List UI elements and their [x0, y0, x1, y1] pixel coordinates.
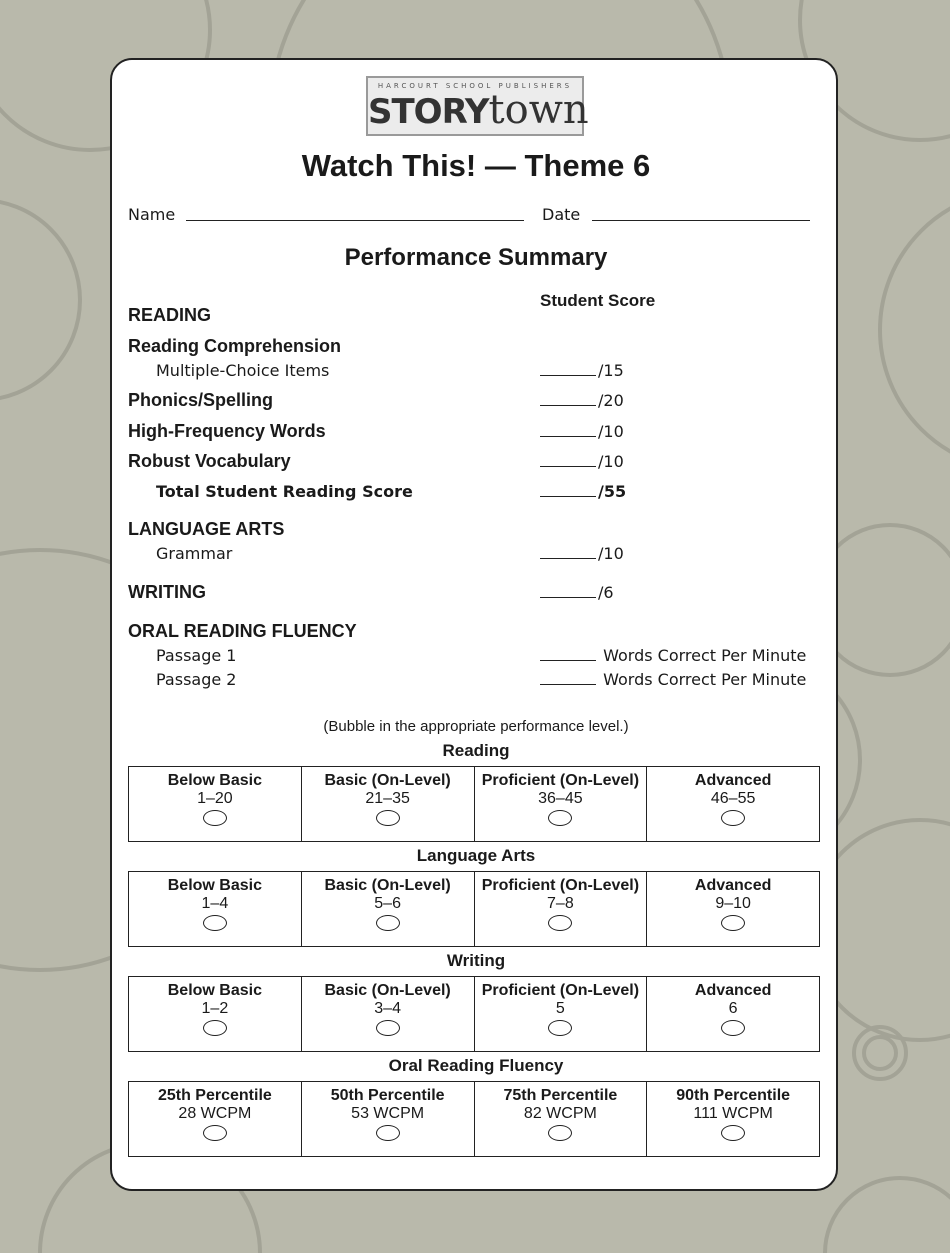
passage-1-score[interactable] — [540, 646, 806, 665]
level-range: 5 — [555, 1000, 565, 1017]
level-cell — [647, 872, 820, 947]
vocab-score[interactable] — [540, 452, 624, 471]
level-cell — [301, 872, 474, 947]
level-cell — [647, 977, 820, 1052]
total-reading-score[interactable] — [540, 482, 626, 501]
grammar-max: /10 — [598, 544, 624, 563]
form-card — [110, 58, 838, 1191]
reading-comprehension-label: Reading Comprehension — [128, 336, 342, 356]
hfw-score[interactable] — [540, 422, 624, 441]
answer-bubble[interactable] — [548, 1020, 572, 1036]
date-label: Date — [542, 205, 581, 224]
name-label: Name — [128, 205, 176, 224]
table-row — [129, 767, 820, 842]
answer-bubble[interactable] — [548, 1125, 572, 1141]
performance-level-table — [128, 1081, 820, 1157]
passage-2-unit: Words Correct Per Minute — [603, 670, 807, 689]
level-name: Basic (On-Level) — [324, 877, 451, 894]
performance-level-table — [128, 976, 820, 1052]
answer-bubble[interactable] — [376, 1020, 400, 1036]
hfw-max: /10 — [598, 422, 624, 441]
answer-bubble[interactable] — [376, 915, 400, 931]
level-range: 36–45 — [538, 790, 583, 807]
level-range: 6 — [728, 1000, 738, 1017]
answer-bubble[interactable] — [721, 1020, 745, 1036]
level-range: 1–4 — [201, 895, 229, 912]
level-range: 1–2 — [201, 1000, 229, 1017]
performance-level-table — [128, 766, 820, 842]
score-header: Student Score — [540, 291, 656, 310]
grammar-score[interactable] — [540, 544, 624, 563]
level-name: Basic (On-Level) — [324, 982, 451, 999]
level-name: Proficient (On-Level) — [481, 877, 640, 894]
writing-heading: WRITING — [128, 582, 206, 602]
level-name: Below Basic — [167, 877, 262, 894]
writing-score[interactable] — [540, 583, 614, 602]
level-name: Advanced — [694, 877, 772, 894]
answer-bubble[interactable] — [721, 810, 745, 826]
summary-title: Performance Summary — [344, 244, 608, 271]
table-caption: Writing — [446, 951, 506, 970]
level-range: 9–10 — [715, 895, 751, 912]
level-name: Advanced — [694, 982, 772, 999]
level-name: 75th Percentile — [503, 1087, 618, 1104]
level-cell — [647, 1082, 820, 1157]
answer-bubble[interactable] — [203, 1020, 227, 1036]
logo-brand — [368, 87, 589, 133]
answer-bubble[interactable] — [203, 1125, 227, 1141]
name-field[interactable] — [186, 220, 524, 221]
answer-bubble[interactable] — [376, 810, 400, 826]
level-range: 46–55 — [710, 790, 756, 807]
vocab-label: Robust Vocabulary — [128, 451, 291, 471]
level-cell — [301, 767, 474, 842]
total-max: /55 — [598, 482, 627, 501]
level-name: 90th Percentile — [676, 1087, 791, 1104]
phonics-score[interactable] — [540, 391, 624, 410]
level-name: Proficient (On-Level) — [481, 982, 640, 999]
level-name: Below Basic — [167, 772, 262, 789]
level-name: 25th Percentile — [157, 1087, 272, 1104]
mc-score[interactable] — [540, 361, 624, 380]
level-name: Proficient (On-Level) — [481, 772, 640, 789]
level-name: Basic (On-Level) — [324, 772, 451, 789]
table-caption: Oral Reading Fluency — [388, 1056, 564, 1075]
storytown-logo — [366, 76, 589, 136]
answer-bubble[interactable] — [548, 810, 572, 826]
phonics-max: /20 — [598, 391, 624, 410]
level-name: Advanced — [694, 772, 772, 789]
level-range: 1–20 — [197, 790, 233, 807]
level-cell — [474, 767, 647, 842]
answer-bubble[interactable] — [203, 915, 227, 931]
answer-bubble[interactable] — [721, 1125, 745, 1141]
table-row — [129, 977, 820, 1052]
table-row — [129, 1082, 820, 1157]
level-cell — [301, 1082, 474, 1157]
answer-bubble[interactable] — [548, 915, 572, 931]
level-range: 21–35 — [365, 790, 410, 807]
level-range: 111 WCPM — [693, 1105, 773, 1122]
level-cell — [474, 1082, 647, 1157]
logo-brand-light: town — [488, 87, 589, 133]
level-cell — [474, 872, 647, 947]
level-cell — [301, 977, 474, 1052]
logo-publisher: HARCOURT SCHOOL PUBLISHERS — [377, 82, 573, 90]
passage-1-unit: Words Correct Per Minute — [603, 646, 807, 665]
passage-1-label: Passage 1 — [156, 646, 237, 665]
level-cell — [129, 767, 302, 842]
level-cell — [474, 977, 647, 1052]
bubble-instruction: (Bubble in the appropriate performance level.) — [323, 718, 629, 735]
level-range: 7–8 — [547, 895, 574, 912]
mc-max: /15 — [598, 361, 624, 380]
level-name: Below Basic — [167, 982, 262, 999]
level-name: 50th Percentile — [330, 1087, 445, 1104]
table-row — [129, 872, 820, 947]
date-field[interactable] — [592, 220, 810, 221]
passage-2-score[interactable] — [540, 670, 806, 689]
level-range: 28 WCPM — [178, 1105, 252, 1122]
mc-items-label: Multiple-Choice Items — [156, 361, 330, 380]
language-arts-heading: LANGUAGE ARTS — [128, 519, 285, 539]
hfw-label: High-Frequency Words — [128, 421, 326, 441]
level-cell — [129, 872, 302, 947]
level-range: 82 WCPM — [523, 1105, 597, 1122]
phonics-label: Phonics/Spelling — [128, 390, 274, 410]
answer-bubble[interactable] — [203, 810, 227, 826]
level-cell — [129, 1082, 302, 1157]
grammar-label: Grammar — [156, 544, 233, 563]
answer-bubble[interactable] — [376, 1125, 400, 1141]
page-title: Watch This! — Theme 6 — [301, 148, 651, 183]
reading-heading: READING — [128, 305, 212, 325]
passage-2-label: Passage 2 — [156, 670, 237, 689]
table-caption: Language Arts — [416, 846, 536, 865]
level-cell — [129, 977, 302, 1052]
table-caption: Reading — [442, 741, 510, 760]
fluency-heading: ORAL READING FLUENCY — [128, 621, 357, 641]
total-reading-label: Total Student Reading Score — [156, 482, 413, 501]
vocab-max: /10 — [598, 452, 624, 471]
level-cell — [647, 767, 820, 842]
writing-max: /6 — [598, 583, 614, 602]
logo-brand-bold: STORY — [368, 92, 489, 132]
level-range: 53 WCPM — [351, 1105, 425, 1122]
answer-bubble[interactable] — [721, 915, 745, 931]
level-range: 5–6 — [374, 895, 401, 912]
performance-level-table — [128, 871, 820, 947]
level-range: 3–4 — [374, 1000, 401, 1017]
